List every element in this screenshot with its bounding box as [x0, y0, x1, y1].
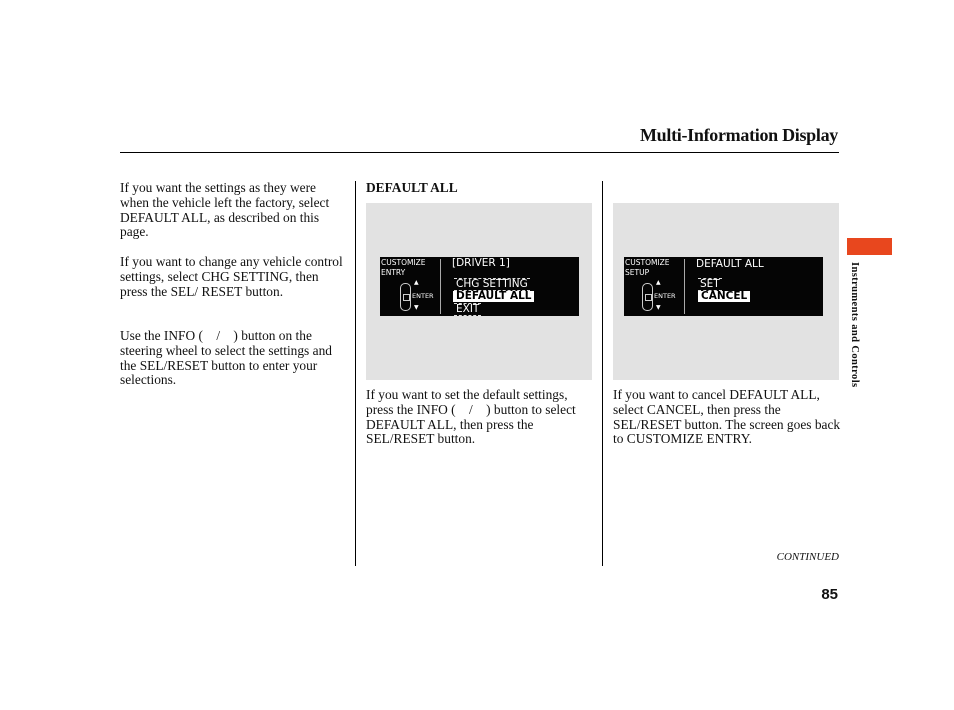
continued-label: CONTINUED — [776, 551, 839, 563]
lcd-screen — [380, 257, 579, 316]
lcd-label-customize: CUSTOMIZE — [381, 258, 426, 267]
lcd-separator — [440, 259, 441, 314]
paragraph-factory-settings: If you want the settings as they were when the vehicle left the factory, select DEFAULT ALL, as described on this page. — [120, 180, 330, 240]
column-divider-2 — [602, 181, 603, 566]
down-arrow-icon: ▼ — [414, 304, 419, 311]
section-heading-default-all: DEFAULT ALL — [366, 180, 458, 195]
lcd-label-customize: CUSTOMIZE — [625, 258, 670, 267]
page-number: 85 — [821, 586, 838, 603]
page-title: Multi-Information Display — [639, 125, 838, 145]
lcd-option-set: SET — [700, 278, 720, 290]
caption-cancel: If you want to cancel DEFAULT ALL, select CANCEL, then press the SEL/RESET button. The screen goes back to CUSTOMIZE ENTRY. — [613, 387, 841, 447]
lcd-label-enter: ENTER — [654, 292, 676, 300]
lcd-option-driver: [DRIVER 1] — [452, 257, 510, 269]
lcd-title-default-all: DEFAULT ALL — [696, 258, 764, 270]
caption-default-all: If you want to set the default settings, press the INFO ( / ) button to select DEFAULT ALL, then press the SEL/RESET button. — [366, 387, 576, 447]
paragraph-chg-setting: If you want to change any vehicle control settings, select CHG SETTING, then press the SEL/ RESET button. — [120, 254, 343, 299]
lcd-label-setup: SETUP — [625, 268, 650, 277]
display-figure-cancel — [613, 203, 839, 380]
column-divider-1 — [355, 181, 356, 566]
down-arrow-icon: ▼ — [656, 304, 661, 311]
info-knob-icon — [400, 283, 411, 311]
lcd-label-enter: ENTER — [412, 292, 434, 300]
up-arrow-icon: ▲ — [414, 279, 419, 286]
section-tab-label: Instruments and Controls — [849, 262, 860, 388]
paragraph-info-button: Use the INFO ( / ) button on the steering wheel to select the settings and the SEL/RESET button to enter your selections. — [120, 328, 332, 388]
lcd-option-cancel: CANCEL — [698, 291, 750, 302]
lcd-screen — [624, 257, 823, 316]
lcd-option-default-all: DEFAULT ALL — [453, 291, 534, 302]
lcd-separator — [684, 259, 685, 314]
header-rule — [120, 152, 839, 153]
lcd-option-exit: EXIT — [456, 303, 480, 315]
up-arrow-icon: ▲ — [656, 279, 661, 286]
section-tab — [847, 238, 892, 255]
lcd-label-entry: ENTRY — [381, 268, 406, 277]
lcd-option-chg-setting: CHG SETTING — [456, 278, 528, 290]
info-knob-icon — [642, 283, 653, 311]
display-figure-default-all — [366, 203, 592, 380]
